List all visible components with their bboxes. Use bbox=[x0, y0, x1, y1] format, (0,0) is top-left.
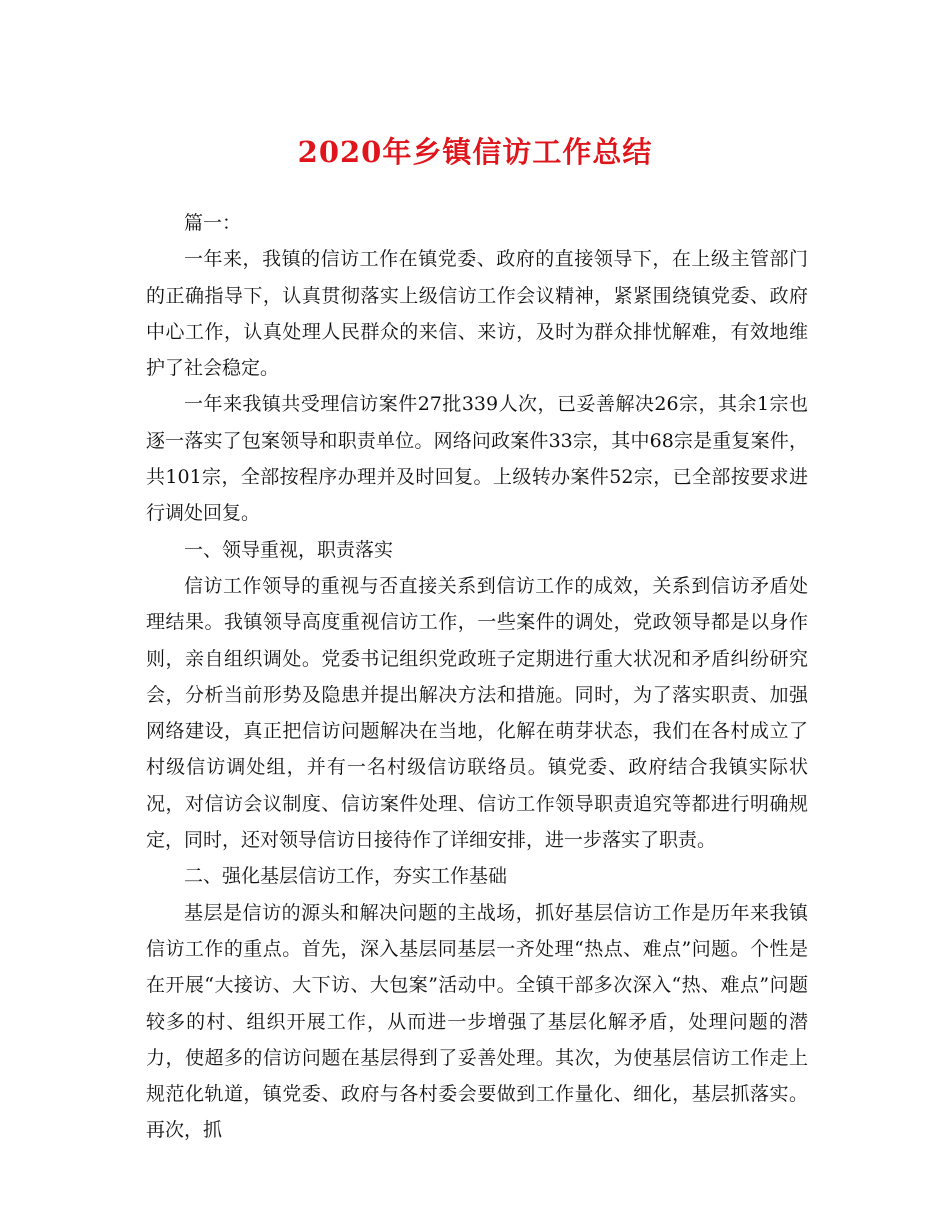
paragraph: 基层是信访的源头和解决问题的主战场，抓好基层信访工作是历年来我镇信访工作的重点。首先，深入基层同基层一齐处理“热点、难点”问题。个性是在开展“大接访、大下访、大包案”活动中。全镇干部多次深入“热、难点”问题较多的村、组织开展工作，从而进一步增强了基层化解矛盾，处理问题的潜力，使超多的信访问题在基层得到了妥善处理。其次，为使基层信访工作走上规范化轨道，镇党委、政府与各村委会要做到工作量化、细化，基层抓落实。再次，抓 bbox=[146, 901, 808, 1142]
paragraph-label: 篇一： bbox=[184, 212, 242, 234]
paragraph: 一年来，我镇的信访工作在镇党委、政府的直接领导下，在上级主管部门的正确指导下，认真贯彻落实上级信访工作会议精神，紧紧围绕镇党委、政府中心工作，认真处理人民群众的来信、来访，及时为群众排忧解难，有效地维护了社会稳定。 bbox=[146, 248, 808, 380]
section-heading: 二、强化基层信访工作，夯实工作基础 bbox=[184, 865, 508, 888]
section-heading: 一、领导重视，职责落实 bbox=[184, 538, 394, 561]
paragraph: 一年来我镇共受理信访案件27批339人次，已妥善解决26宗，其余1宗也逐一落实了包案领导和职责单位。网络问政案件33宗，其中68宗是重复案件，共101宗，全部按程序办理并及时回复。上级转办案件52宗，已全部按要求进行调处回复。 bbox=[146, 393, 808, 525]
paragraph: 信访工作领导的重视与否直接关系到信访工作的成效，关系到信访矛盾处理结果。我镇领导高度重视信访工作，一些案件的调处，党政领导都是以身作则，亲自组织调处。党委书记组织党政班子定期进行重大状况和矛盾纠纷研究会，分析当前形势及隐患并提出解决方法和措施。同时，为了落实职责、加强网络建设，真正把信访问题解决在当地，化解在萌芽状态，我们在各村成立了村级信访调处组，并有一名村级信访联络员。镇党委、政府结合我镇实际状况，对信访会议制度、信访案件处理、信访工作领导职责追究等都进行明确规定，同时，还对领导信访日接待作了详细安排，进一步落实了职责。 bbox=[146, 574, 808, 852]
document-title: 2020年乡镇信访工作总结 bbox=[297, 135, 653, 169]
document-body bbox=[146, 205, 808, 1149]
